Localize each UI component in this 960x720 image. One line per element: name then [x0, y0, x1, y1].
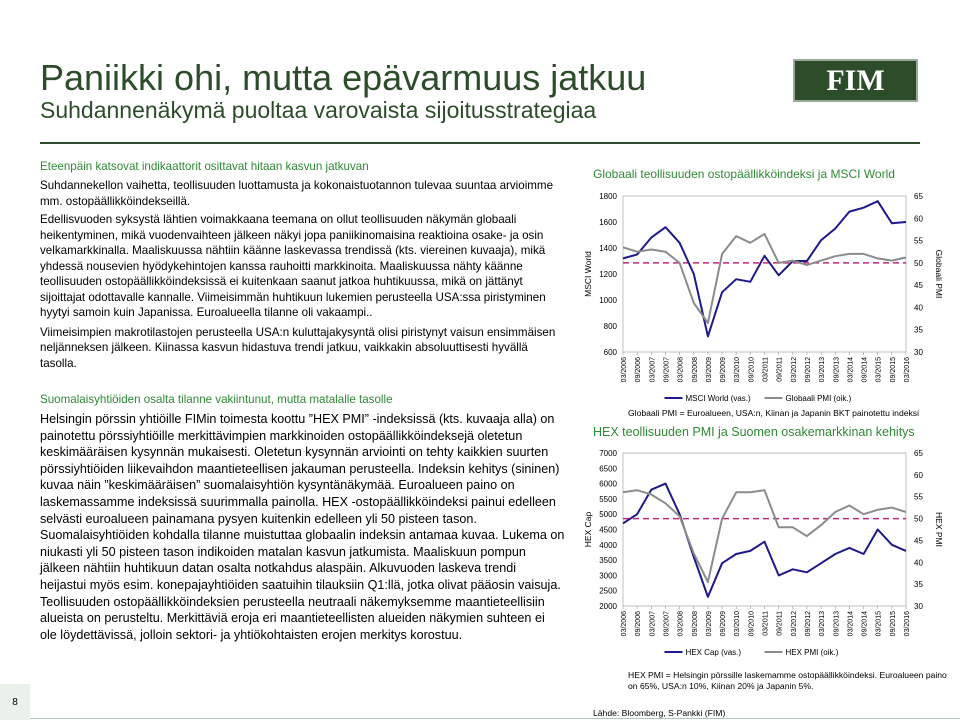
chart2-x-tick-label: 09/2012	[804, 611, 812, 637]
chart2-note	[628, 670, 947, 692]
chart1-title: Globaali teollisuuden ostopäällikköindeksi ja MSCI World	[593, 167, 895, 181]
chart2-x-tick-label: 09/2010	[748, 611, 756, 637]
chart2-left-tick-label: 6500	[599, 464, 617, 474]
chart1-x-tick-label: 09/2010	[748, 357, 756, 383]
source-note: Lähde: Bloomberg, S-Pankki (FIM)	[593, 708, 726, 718]
left-text-column	[40, 160, 565, 643]
chart2-right-tick-label: 50	[914, 514, 923, 524]
section2-paragraph2: Suomalaisyhtiöiden kohdalla tilanne muistuttaa globaalin indeksin antamaa kuvaa. Lukema on niukasti yli 50 pisteen tason indikoiden matalan kasvun jatkumista. Maaliskuun pompun jälkeen nähtiin huhtikuun datan osalta notkahdus alaspäin. Alkuvuoden laskeva trendi heijastui myös esim. konepajayhtiöiden saatuihin tilauksiin Q1:llä, jotka olivat pääosin vaisuja. Teollisuuden ostopäällikköindeksien perusteella neutraali näkemyksemme maantieteellisiin alueista on perusteltu. Merkittäviä eroja eri maantieteellisten alueiden näkymien suhteen ei ole löydettävissä, jolloin sektori- ja yhtiökohtaisten erojen merkitys korostuu.	[40, 528, 565, 642]
chart2-x-tick-label: 03/2008	[677, 611, 685, 637]
chart2-x-tick-label: 09/2008	[691, 611, 699, 637]
chart2-x-tick-label: 09/2006	[635, 611, 643, 637]
chart2-x-tick-label: 03/2007	[649, 611, 657, 637]
chart2-legend-label: HEX PMI (oik.)	[785, 648, 839, 657]
chart2-left-tick-label: 2500	[599, 586, 617, 596]
chart1-x-tick-label: 03/2010	[734, 357, 742, 383]
chart2-right-tick-label: 45	[914, 536, 923, 546]
chart2-x-tick-label: 09/2007	[663, 611, 671, 637]
chart2-x-tick-label: 03/2014	[847, 611, 855, 637]
chart2-left-tick-label: 7000	[599, 449, 617, 458]
chart1-x-tick-label: 03/2012	[790, 357, 798, 383]
chart2-left-tick-label: 3000	[599, 571, 617, 581]
section2-paragraph1: Helsingin pörssin yhtiöille FIMin toimesta koottu ”HEX PMI” -indeksissä (kts. kuvaaja alla) on painotettu pörssiyhtiöille merkittävimpien markkinoiden ostopäällikköindeksejä oletetun keskimääräisen kysynnän mukaisesti. Oletetun kysynnän arviointi on tehty kaikkien suurten pörssiyhtiöiden liikevaihdon maantieteellisen jakauman perusteella. Indeksin kehitys (sininen) kuvaa näin ”keskimääräisen” suomalaisyhtiön kysyntänäkymää. Euroalueen paino on laskemassamme indeksissä suurimmalla painolla. HEX -ostopäällikköindeksi painui edelleen selvästi euroalueen painamana pysyen kuitenkin edelleen yli 50 pisteen tason.	[40, 412, 560, 526]
page-number: 8	[0, 684, 30, 720]
chart1-right-tick-label: 60	[914, 214, 923, 224]
chart1-right-tick-label: 55	[914, 236, 923, 246]
chart1-right-tick-label: 65	[914, 192, 923, 201]
chart1-x-tick-label: 09/2014	[861, 357, 869, 383]
section1-paragraph2: Edellisvuoden syksystä lähtien voimakkaana teemana on ollut teollisuuden näkymän globaali heikentyminen, mikä vuodenvaihteen jälkeen näkyi jopa paniikinomaisina reaktioina osake- ja osin velkamarkkinalla. Maaliskuussa nähtiin käänne laskevassa trendissä (kts. viereinen kuvaaja), mikä yhdessä nousevien hyödykehintojen kanssa rauhoitti markkinoita. Maaliskuussa nähty käänne teollisuuden ostopäällikköindeksissä ei kuitenkaan saanut jatkoa huhtikuussa, mikä on jättänyt sijoittajat odottavalle kannalle. Viimeisimmän huhtikuun lukemien perusteella USA:ssa piristyminen hyytyi samoin kuin Japanissa. Euroalueella tilanne oli vakaampi..	[40, 213, 546, 319]
chart1-right-tick-label: 50	[914, 258, 923, 268]
chart2-x-tick-label: 09/2014	[861, 611, 869, 637]
chart2-legend-label: HEX Cap (vas.)	[685, 648, 742, 657]
chart2-left-tick-label: 5000	[599, 510, 617, 520]
chart1-right-tick-label: 30	[914, 348, 923, 357]
chart1-x-tick-label: 09/2013	[833, 357, 841, 383]
chart2-right-tick-label: 30	[914, 602, 923, 611]
section1-paragraph3: Viimeisimpien makrotilastojen perusteella USA:n kuluttajakysyntä olisi piristynyt vaisun ensimmäisen neljänneksen jälkeen. Kiinassa kasvun hidastuva trendi jatkuu, vaikkakin absoluuttisesti hyvällä tasolla.	[40, 325, 556, 370]
page-title: Paniikki ohi, mutta epävarmuus jatkuu	[40, 57, 647, 98]
bottom-divider	[30, 718, 960, 719]
chart1-x-tick-label: 03/2014	[847, 357, 855, 383]
chart2-x-tick-label: 03/2015	[875, 611, 883, 637]
chart1-right-tick-label: 35	[914, 325, 923, 335]
chart1-x-tick-label: 09/2006	[635, 357, 643, 383]
title-divider	[40, 142, 920, 144]
chart1-x-tick-label: 09/2009	[720, 357, 728, 383]
chart2-left-tick-label: 6000	[599, 479, 617, 489]
chart1-x-tick-label: 03/2007	[649, 357, 657, 383]
chart1-x-tick-label: 03/2016	[904, 357, 911, 383]
chart1-x-tick-label: 09/2011	[776, 357, 784, 382]
chart2-series-line-right	[623, 490, 906, 582]
chart2-y-axis-label: HEX Cap	[583, 511, 593, 548]
chart2-x-tick-label: 09/2011	[776, 611, 784, 636]
chart1-left-tick-label: 1800	[599, 192, 617, 201]
chart2-x-tick-label: 03/2013	[819, 611, 827, 637]
chart1-x-tick-label: 03/2009	[705, 357, 713, 383]
page-subtitle: Suhdannenäkymä puoltaa varovaista sijoitusstrategiaa	[40, 97, 597, 123]
chart1-legend-label: MSCI World (vas.)	[685, 394, 751, 403]
chart1-x-tick-label: 09/2007	[663, 357, 671, 383]
chart2-x-tick-label: 03/2010	[734, 611, 742, 637]
chart2-left-tick-label: 4000	[599, 540, 617, 550]
chart1-left-tick-label: 1400	[599, 244, 617, 253]
chart1-left-tick-label: 1600	[599, 218, 617, 227]
chart2-right-tick-label: 55	[914, 492, 923, 502]
chart2-x-tick-label: 09/2009	[720, 611, 728, 637]
chart2-svg	[585, 442, 945, 670]
chart1-x-tick-label: 03/2008	[677, 357, 685, 383]
chart1-x-tick-label: 09/2012	[804, 357, 812, 383]
chart2-right-tick-label: 65	[914, 449, 923, 458]
chart1-x-tick-label: 03/2011	[762, 357, 770, 382]
chart2-x-tick-label: 09/2015	[889, 611, 897, 637]
chart2-x-tick-label: 03/2016	[904, 611, 911, 637]
chart1-legend-label: Globaali PMI (oik.)	[785, 394, 852, 403]
chart2-x-tick-label: 03/2012	[790, 611, 798, 637]
chart1-x-tick-label: 03/2006	[621, 357, 628, 383]
chart2-left-tick-label: 2000	[599, 602, 617, 611]
chart2-right-tick-label: 60	[914, 470, 923, 480]
chart2-left-tick-label: 3500	[599, 556, 617, 566]
chart1-plot-frame	[623, 196, 906, 352]
section2-heading: Suomalaisyhtiöiden osalta tilanne vakiintunut, mutta matalalle tasolle	[40, 393, 393, 406]
chart2-plot-frame	[623, 453, 906, 606]
chart2-x-tick-label: 09/2013	[833, 611, 841, 637]
chart2-note-line1: HEX PMI = Helsingin pörssille laskemamme ostopäällikköindeksi. Euroalueen paino	[628, 670, 947, 680]
chart2-right-tick-label: 35	[914, 580, 923, 590]
chart1-right-tick-label: 45	[914, 281, 923, 291]
section1-paragraph1: Suhdannekellon vaihetta, teollisuuden luottamusta ja kokonaistuotannon tulevaa suuntaa arvioimme mm. ostopäällikköindekseillä.	[40, 179, 554, 208]
chart2-y2-axis-label: HEX PMI	[934, 512, 944, 547]
chart1-left-tick-label: 1200	[599, 270, 617, 279]
chart2-x-tick-label: 03/2009	[705, 611, 713, 637]
chart2-left-tick-label: 4500	[599, 525, 617, 535]
chart1-svg	[585, 182, 945, 414]
chart1-y-axis-label: MSCI World	[583, 251, 593, 297]
fim-logo: FIM	[793, 59, 918, 102]
chart1-left-tick-label: 600	[603, 348, 617, 357]
chart1-series-line-left	[623, 201, 906, 336]
chart2-right-tick-label: 40	[914, 558, 923, 568]
chart1-x-tick-label: 03/2013	[819, 357, 827, 383]
chart2-x-tick-label: 03/2011	[762, 611, 770, 636]
chart1-left-tick-label: 1000	[599, 296, 617, 305]
chart1-right-tick-label: 40	[914, 303, 923, 313]
chart2-series-line-left	[623, 484, 906, 597]
chart1-series-line-right	[623, 234, 906, 323]
chart1-x-tick-label: 09/2008	[691, 357, 699, 383]
chart2-left-tick-label: 5500	[599, 494, 617, 504]
chart1-note: Globaali PMI = Euroalueen, USA:n, Kiinan ja Japanin BKT painotettu indeksi	[628, 408, 920, 418]
chart1-x-tick-label: 03/2015	[875, 357, 883, 383]
section1-heading: Eteenpäin katsovat indikaattorit osittavat hitaan kasvun jatkuvan	[40, 160, 369, 173]
chart1-x-tick-label: 09/2015	[889, 357, 897, 383]
chart2-x-tick-label: 03/2006	[621, 611, 628, 637]
chart2-note-line2: on 65%, USA:n 10%, Kiinan 20% ja Japanin 5%.	[628, 681, 814, 691]
chart2-title: HEX teollisuuden PMI ja Suomen osakemarkkinan kehitys	[593, 425, 915, 439]
chart1-y2-axis-label: Globaali PMI	[934, 249, 944, 299]
chart1-left-tick-label: 800	[603, 322, 617, 331]
